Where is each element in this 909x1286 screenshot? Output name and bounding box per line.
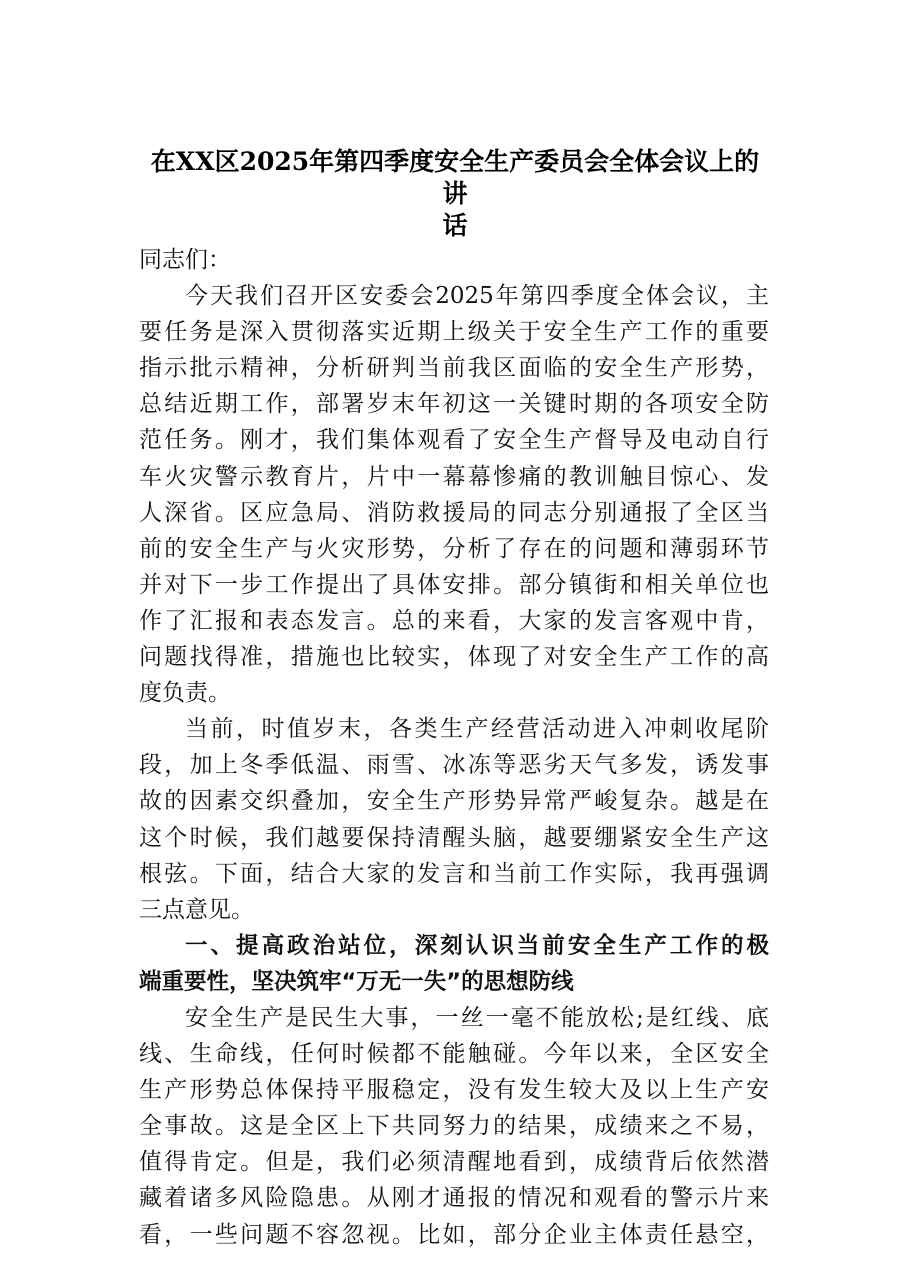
paragraph-line: 值得肯定。但是，我们必须清醒地看到，成绩背后依然潜	[139, 1149, 769, 1176]
paragraph-line: 全事故。这是全区上下共同努力的结果，成绩来之不易，	[139, 1113, 769, 1140]
section-heading-line: 一、提高政治站位，深刻认识当前安全生产工作的极	[185, 932, 769, 959]
paragraph-line: 线、生命线，任何时候都不能触碰。今年以来，全区安全	[139, 1041, 769, 1068]
paragraph-line: 前的安全生产与火灾形势，分析了存在的问题和薄弱环节	[139, 535, 769, 562]
paragraph-line: 人深省。区应急局、消防救援局的同志分别通报了全区当	[139, 499, 769, 526]
paragraph-line: 度负责。	[139, 680, 231, 707]
section-heading-line: 端重要性，坚决筑牢“万无一失”的思想防线	[139, 968, 574, 995]
salutation: 同志们：	[139, 247, 231, 273]
paragraph-line: 并对下一步工作提出了具体安排。部分镇街和相关单位也	[139, 571, 769, 598]
paragraph-line: 指示批示精神，分析研判当前我区面临的安全生产形势，	[139, 355, 769, 382]
document-title	[140, 146, 770, 242]
paragraph-line: 要任务是深入贯彻落实近期上级关于安全生产工作的重要	[139, 319, 769, 346]
paragraph-line: 这个时候，我们越要保持清醒头脑，越要绷紧安全生产这	[139, 824, 769, 851]
paragraph-line: 总结近期工作，部署岁末年初这一关键时期的各项安全防	[139, 391, 769, 418]
paragraph-line: 今天我们召开区安委会2025年第四季度全体会议，主	[185, 283, 769, 310]
paragraph-line: 藏着诸多风险隐患。从刚才通报的情况和观看的警示片来	[139, 1185, 769, 1212]
paragraph-line: 安全生产是民生大事，一丝一毫不能放松;是红线、底	[185, 1004, 769, 1031]
paragraph-line: 故的因素交织叠加，安全生产形势异常严峻复杂。越是在	[139, 788, 769, 815]
paragraph-line: 段，加上冬季低温、雨雪、冰冻等恶劣天气多发，诱发事	[139, 752, 769, 779]
paragraph-line: 生产形势总体保持平服稳定，没有发生较大及以上生产安	[139, 1077, 769, 1104]
paragraph-line: 作了汇报和表态发言。总的来看，大家的发言客观中肯，	[139, 607, 769, 634]
paragraph-line: 看，一些问题不容忽视。比如，部分企业主体责任悬空，	[139, 1221, 769, 1248]
paragraph-line: 问题找得准，措施也比较实，体现了对安全生产工作的高	[139, 644, 769, 671]
paragraph-line: 根弦。下面，结合大家的发言和当前工作实际，我再强调	[139, 860, 769, 887]
title-line: 在XX区2025年第四季度安全生产委员会全体会议上的讲	[150, 147, 760, 208]
document-body	[139, 242, 769, 1253]
paragraph-line: 当前，时值岁末，各类生产经营活动进入冲刺收尾阶	[185, 716, 769, 743]
title-line: 话	[442, 211, 468, 240]
paragraph-line: 车火灾警示教育片，片中一幕幕惨痛的教训触目惊心、发	[139, 463, 769, 490]
paragraph-line: 范任务。刚才，我们集体观看了安全生产督导及电动自行	[139, 427, 769, 454]
paragraph-line: 三点意见。	[139, 896, 254, 923]
